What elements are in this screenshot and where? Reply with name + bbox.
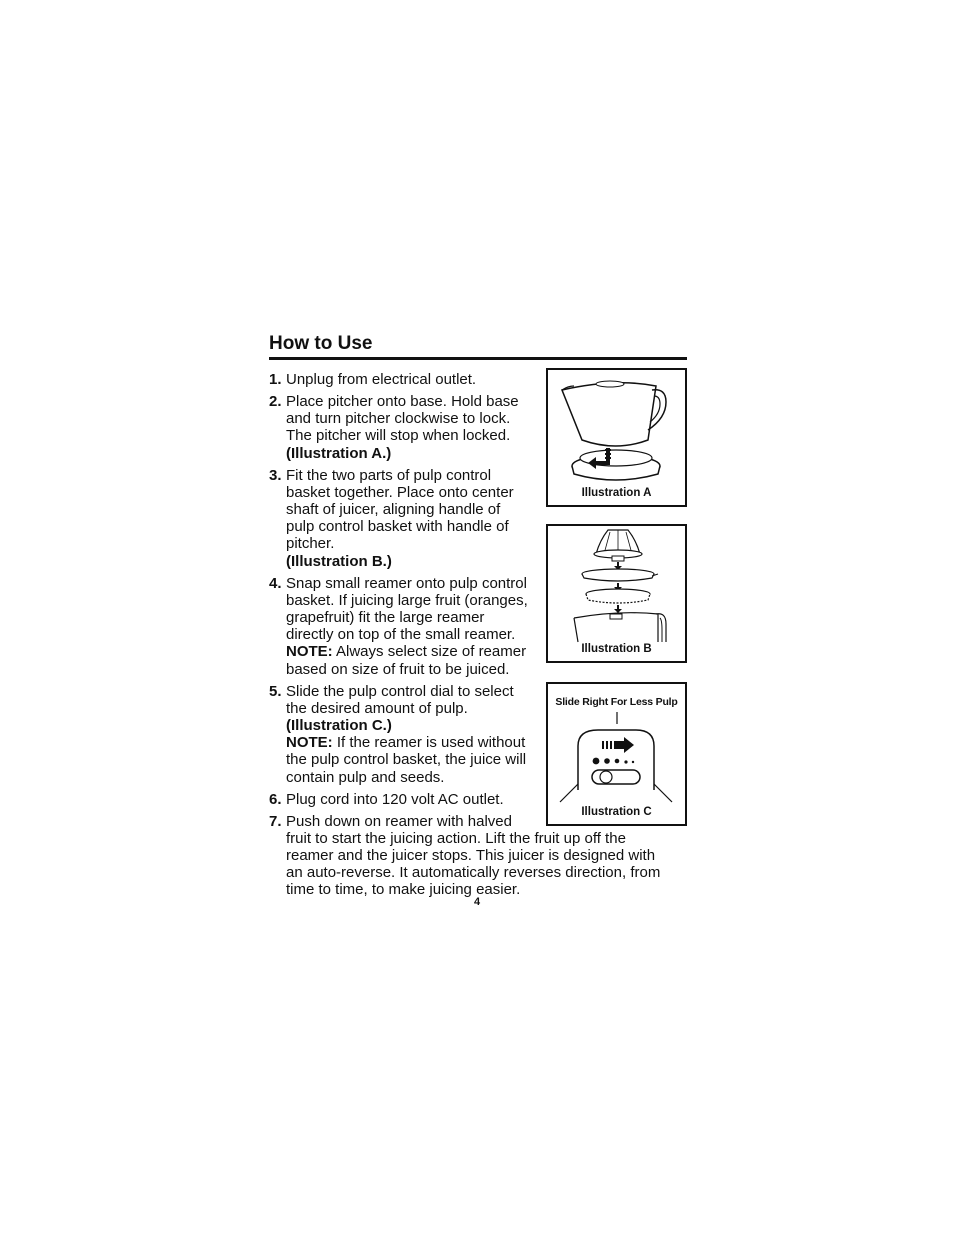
step-text: Push down on reamer with halved fruit to start the juicing action. Lift the fruit up off the reamer and the juicer stops. This juicer is designed with an auto-reverse. It automatically reverses direction, from time to time, to make juicing easier. [286,812,661,899]
step-text: Snap small reamer onto pulp control basket. If juicing large fruit (oranges, grapefruit) fit the large reamer directly on top of the small reamer. [286,574,528,644]
step-number: 2. [269,393,282,410]
note-label: NOTE: [286,734,333,752]
step-note [286,734,669,786]
step-6 [269,791,669,808]
step-illustration-ref: (Illustration A.) [286,444,392,462]
step-text: Place pitcher onto base. Hold base and turn pitcher clockwise to lock. The pitcher will stop when locked. [286,393,519,445]
note-text: If the reamer is used without the pulp control basket, the juice will contain pulp and seeds. [286,734,527,786]
illustration-c-header: Slide Right For Less Pulp [555,696,678,708]
step-text: Unplug from electrical outlet. [286,371,477,388]
step-number: 4. [269,574,282,592]
illustration-a-caption: Illustration A [581,487,652,499]
step-4 [269,575,669,678]
instruction-steps [269,371,669,903]
illustration-b-caption: Illustration B [581,643,652,655]
step-illustration-ref: (Illustration C.) [286,717,392,735]
note-text: Always select size of reamer based on size of fruit to be juiced. [286,643,527,678]
title-rule [269,357,687,360]
illustration-c-caption: Illustration C [581,806,652,818]
step-text: Plug cord into 120 volt AC outlet. [286,790,504,808]
step-number: 5. [269,682,282,700]
step-7 [269,813,669,899]
step-3 [269,467,669,570]
note-label: NOTE: [286,643,333,661]
step-1 [269,371,669,388]
step-2 [269,393,669,462]
step-number: 6. [269,790,282,808]
step-5 [269,683,669,786]
step-illustration-ref: (Illustration B.) [286,552,392,570]
page-title: How to Use [269,333,373,354]
step-number: 3. [269,466,282,484]
step-number: 7. [269,812,282,830]
page-number: 4 [473,896,481,908]
step-number: 1. [269,371,282,388]
step-text: Fit the two parts of pulp control basket together. Place onto center shaft of juicer, aligning handle of pulp control basket with handle of pitcher. [286,466,514,553]
step-note [286,643,669,677]
step-text: Slide the pulp control dial to select the desired amount of pulp. [286,682,514,717]
